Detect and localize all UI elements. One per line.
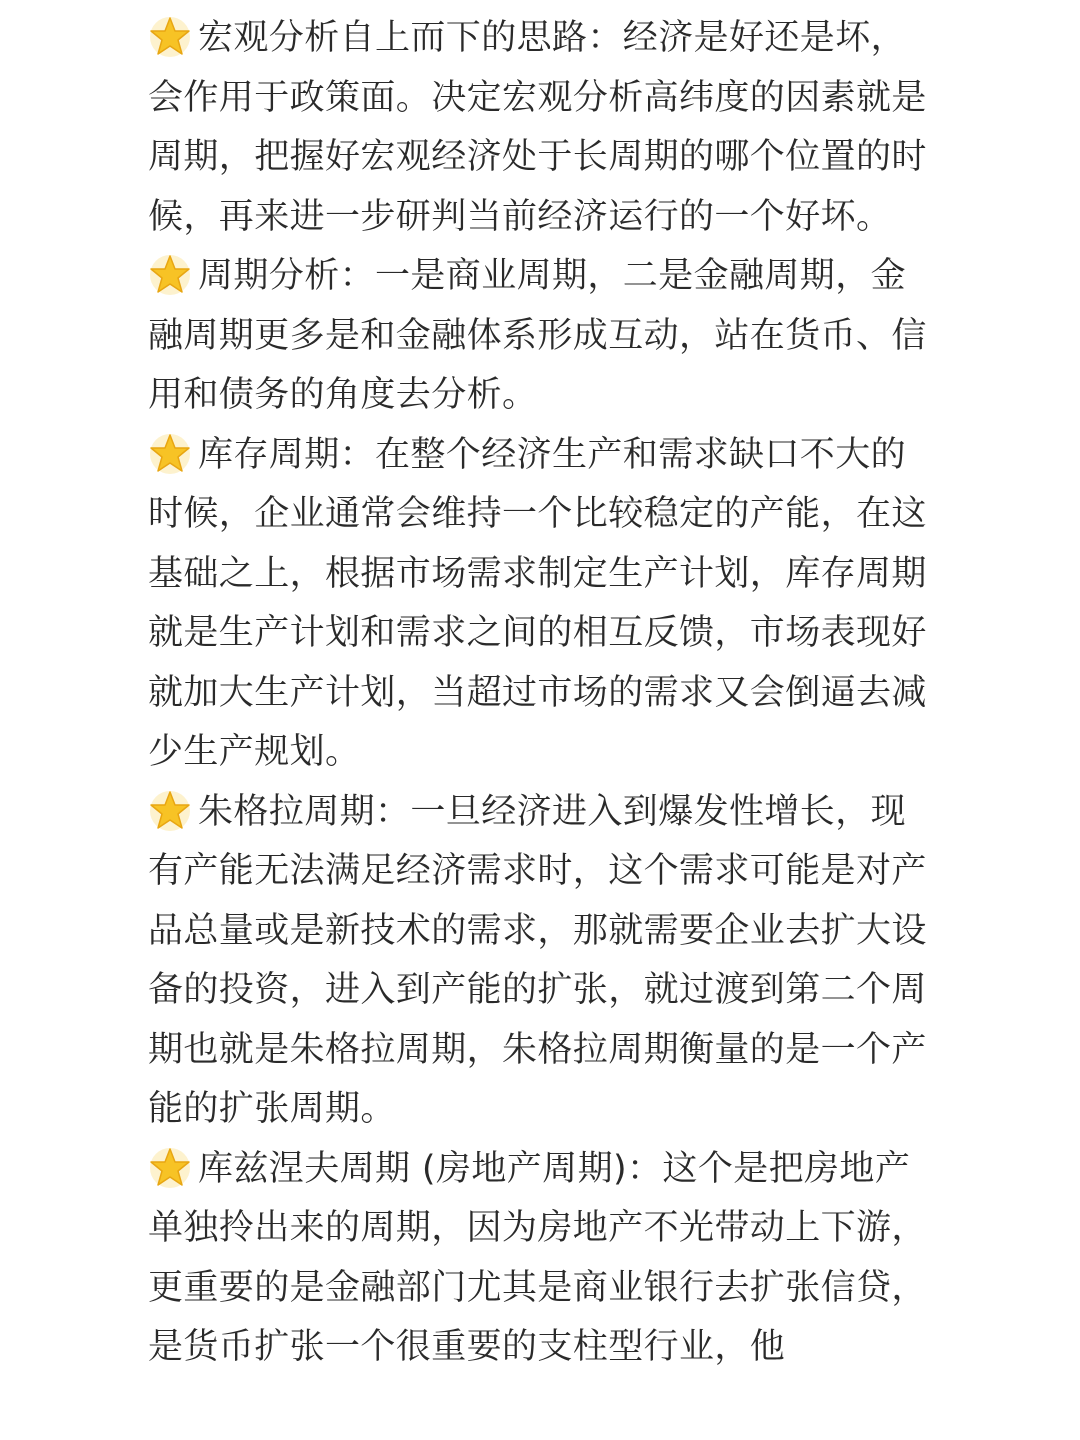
paragraph-macro-analysis (148, 9, 938, 247)
paragraph-text: 朱格拉周期：一旦经济进入到爆发性增长，现有产能无法满足经济需求时，这个需求可能是对产品总量或是新技术的需求，那就需要企业去扩大设备的投资，进入到产能的扩张，就过渡到第二个周期也就是朱格拉周期，朱格拉周期衡量的是一个产能的扩张周期。 (148, 791, 927, 1129)
paragraph-text: 宏观分析自上而下的思路：经济是好还是坏，会作用于政策面。决定宏观分析高纬度的因素就是周期，把握好宏观经济处于长周期的哪个位置的时候，再来进一步研判当前经济运行的一个好坏。 (148, 18, 927, 237)
glowing-star-icon (148, 1145, 192, 1189)
glowing-star-icon (148, 788, 192, 832)
glowing-star-icon (148, 14, 192, 58)
paragraph-kuznets-cycle (148, 1140, 938, 1378)
paragraph-text: 库兹涅夫周期 (房地产周期)：这个是把房地产单独拎出来的周期，因为房地产不光带动上下游，更重要的是金融部门尤其是商业银行去扩张信贷，是货币扩张一个很重要的支柱型行业，他 (148, 1148, 927, 1367)
glowing-star-icon (148, 431, 192, 475)
paragraph-inventory-cycle (148, 426, 938, 783)
paragraph-text: 库存周期：在整个经济生产和需求缺口不大的时候，企业通常会维持一个比较稳定的产能，在这基础之上，根据市场需求制定生产计划，库存周期就是生产计划和需求之间的相互反馈，市场表现好就加大生产计划，当超过市场的需求又会倒逼去减少生产规划。 (148, 434, 927, 772)
article-body (148, 0, 938, 1378)
paragraph-juglar-cycle (148, 783, 938, 1140)
glowing-star-icon (148, 252, 192, 296)
paragraph-text: 周期分析：一是商业周期，二是金融周期，金融周期更多是和金融体系形成互动，站在货币、信用和债务的角度去分析。 (148, 256, 927, 415)
paragraph-cycle-analysis (148, 247, 938, 426)
